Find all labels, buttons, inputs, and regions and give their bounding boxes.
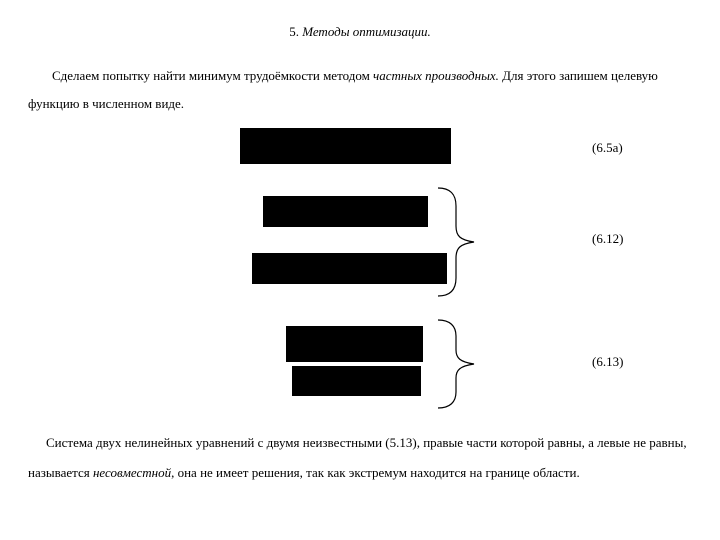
intro-emphasis: частных производных. [373,68,499,83]
formula-image-4 [286,326,423,362]
formula-image-3 [252,253,447,284]
intro-text-start: Сделаем попытку найти минимум трудоёмкости методом [52,68,374,83]
section-number: 5. [289,24,299,39]
intro-paragraph [28,62,698,118]
section-title: Методы оптимизации. [302,24,431,39]
conclusion-emphasis: несовместной [92,465,172,480]
formula-image-2 [263,196,428,227]
section-heading [0,24,720,40]
equation-number-1: (6.5a) [592,140,623,155]
equation-number-2: (6.12) [592,231,624,246]
conclusion-text-start: Система двух нелинейных уравнений с двумя неизвестными (5.13), правые части которой равны, а левые не равны, называется [28,435,687,480]
conclusion-text-end: , она не имеет решения, так как экстремум находится на границе области. [171,465,580,480]
formula-image-5 [292,366,421,396]
equation-number-3: (6.13) [592,354,624,369]
brace-system-2 [436,318,480,410]
intro-text-end: Для этого запишем целевую функцию в численном виде. [28,68,658,111]
formula-image-1 [240,128,451,164]
brace-system-1 [436,186,480,298]
conclusion-paragraph [28,428,698,488]
